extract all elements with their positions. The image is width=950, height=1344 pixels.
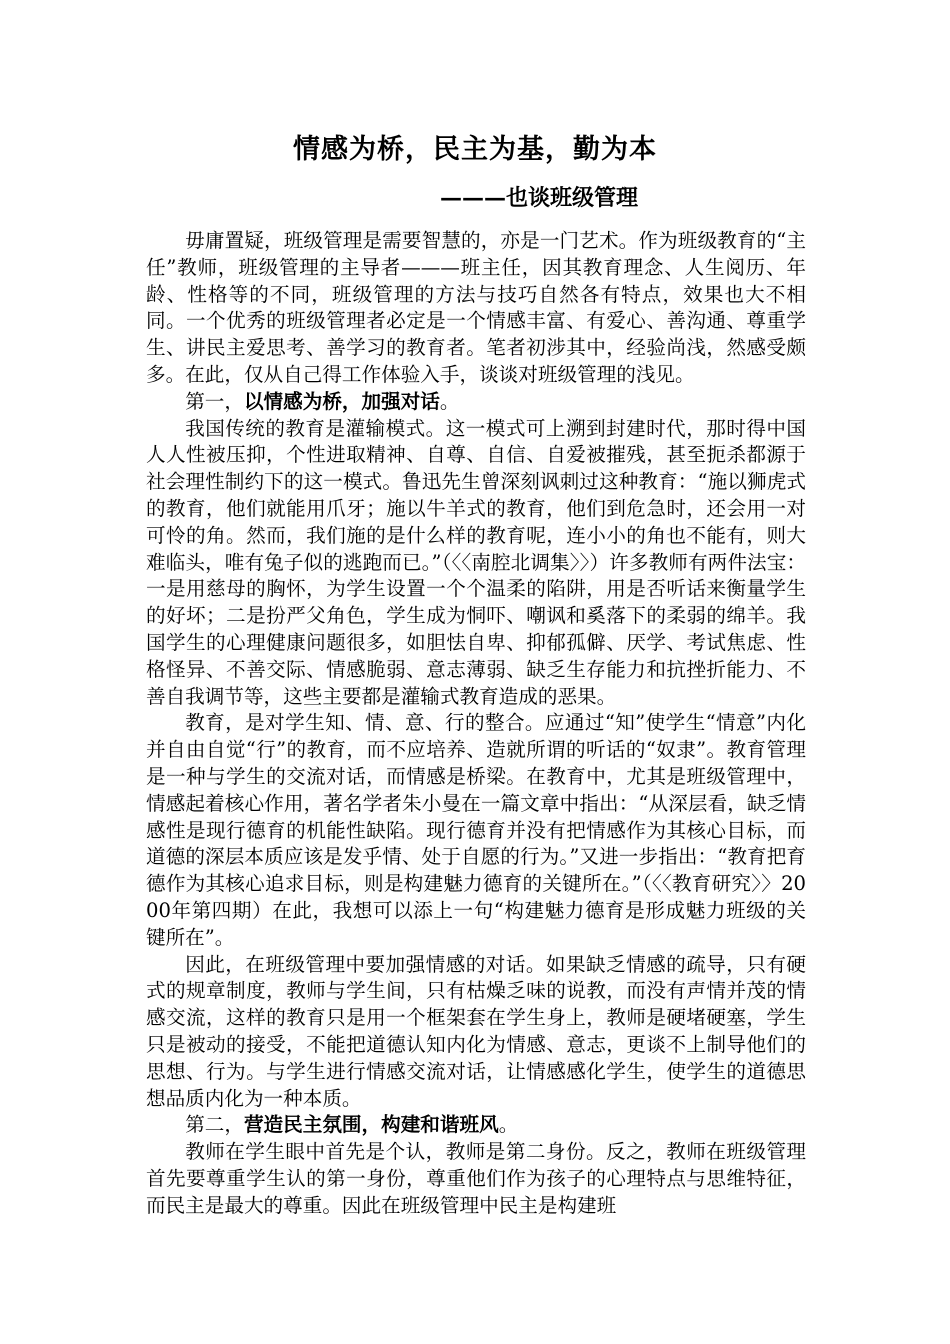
section-number: 第一， (185, 389, 244, 413)
section-heading-end: 。 (439, 389, 460, 413)
page-subtitle: ———也谈班级管理 (440, 185, 639, 211)
section-number: 第二， (185, 1113, 244, 1137)
paragraph-emotional-dialogue: 因此，在班级管理中要加强情感的对话。如果缺乏情感的疏导，只有硬式的规章制度，教师与学生间，只有枯燥乏味的说教，而没有声情并茂的情感交流，这样的教育只是用一个框架套在学生身上，教师是硬堵硬塞，学生只是被动的接受，不能把道德认知内化为情感、意志，更谈不上制导他们的思想、行为。与学生进行情感交流对话，让情感感化学生，使学生的道德思想品质内化为一种本质。 (146, 952, 806, 1110)
page-title: 情感为桥，民主为基，勤为本 (293, 134, 657, 165)
section-heading-one (146, 389, 806, 416)
article-body (146, 228, 806, 1219)
paragraph-traditional-education: 我国传统的教育是灌输模式。这一模式可上溯到封建时代，那时得中国人人性被压抑，个性进取精神、自尊、自信、自爱被摧残，甚至扼杀都源于社会理性制约下的这一模式。鲁迅先生曾深刻讽刺过这种教育：“施以狮虎式的教育，他们就能用爪牙；施以牛羊式的教育，他们到危急时，还会用一对可怜的角。然而，我们施的是什么样的教育呢，连小小的角也不能有，则大难临头，唯有兔子似的逃跑而已。”（〈〈南腔北调集〉〉）许多教师有两件法宝：一是用慈母的胸怀，为学生设置一个个温柔的陷阱，用是否听话来衡量学生的好坏；二是扮严父角色，学生成为恫吓、嘲讽和奚落下的柔弱的绵羊。我国学生的心理健康问题很多，如胆怯自卑、抑郁孤僻、厌学、考试焦虑、性格怪异、不善交际、情感脆弱、意志薄弱、缺乏生存能力和抗挫折能力、不善自我调节等，这些主要都是灌输式教育造成的恶果。 (146, 416, 806, 708)
paragraph-intro: 毋庸置疑，班级管理是需要智慧的，亦是一门艺术。作为班级教育的“主任”教师，班级管理的主导者———班主任，因其教育理念、人生阅历、年龄、性格等的不同，班级管理的方法与技巧自然各有特点，效果也大不相同。一个优秀的班级管理者必定是一个情感丰富、有爱心、善沟通、尊重学生、讲民主爱思考、善学习的教育者。笔者初涉其中，经验尚浅，然感受颇多。在此，仅从自己得工作体验入手，谈谈对班级管理的浅见。 (146, 229, 806, 386)
paragraph-education-integration: 教育，是对学生知、情、意、行的整合。应通过“知”使学生“情意”内化并自由自觉“行”的教育，而不应培养、造就所谓的听话的“奴隶”。教育管理是一种与学生的交流对话，而情感是桥梁。在教育中，尤其是班级管理中，情感起着核心作用，著名学者朱小曼在一篇文章中指出：“从深层看，缺乏情感性是现行德育的机能性缺陷。现行德育并没有把情感作为其核心目标，而道德的深层本质应该是发乎情、处于自愿的行为。”又进一步指出：“教育把育德作为其核心追求目标，则是构建魅力德育的关键所在。”（〈〈教育研究〉〉2000年第四期）在此，我想可以添上一句“构建魅力德育是形成魅力班级的关键所在”。 (146, 711, 806, 949)
paragraph-democracy: 教师在学生眼中首先是个认，教师是第二身份。反之，教师在班级管理首先要尊重学生认的第一身份，尊重他们作为孩子的心理特点与思维特征，而民主是最大的尊重。因此在班级管理中民主是构建班 (146, 1140, 806, 1217)
section-heading-two (146, 1112, 806, 1139)
section-heading-text: 营造民主氛围，构建和谐班风 (243, 1113, 499, 1137)
section-heading-text: 以情感为桥，加强对话 (243, 389, 440, 413)
section-heading-end: 。 (498, 1113, 519, 1137)
